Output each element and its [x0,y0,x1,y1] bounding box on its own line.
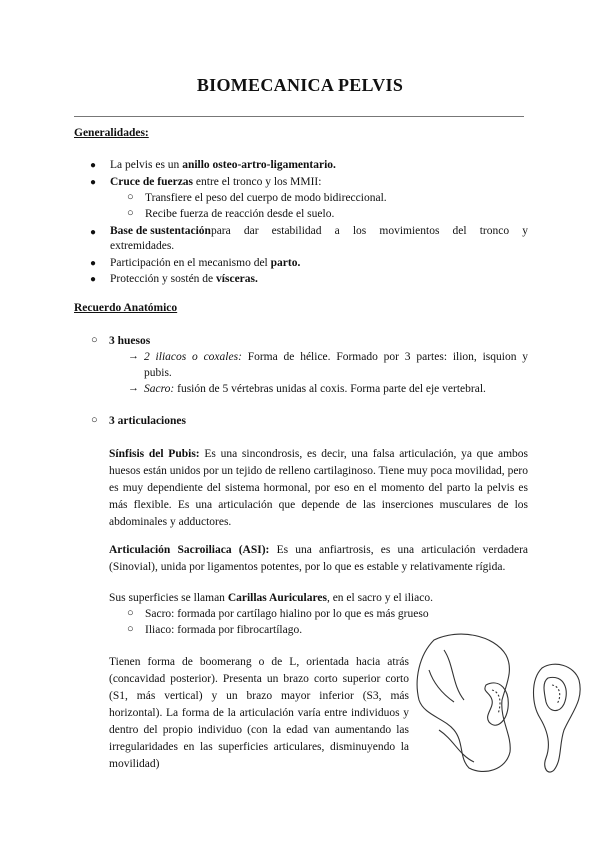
list-item: La pelvis es un anillo osteo-artro-ligamentario. [110,159,336,171]
carilla-item: Sacro: formada por cartílago hialino por lo que es más grueso [145,608,429,620]
sub-list-item: Transfiere el peso del cuerpo de modo bidireccional. [145,192,387,204]
list-item: Participación en el mecanismo del parto. [110,257,301,269]
heading-recuerdo-anatomico: Recuerdo Anatómico [74,302,178,314]
auricular-surface-iliac [485,683,508,725]
list-item: Base de sustentación para dar estabilidad a los movimientos del tronco y [110,225,528,237]
page-title: BIOMECANICA PELVIS [196,75,404,95]
bullet-icon: ● [90,258,97,269]
asi-paragraph: Articulación Sacroiliaca (ASI): Es una anfiartrosis, es una articulación verdadera (Sinovial), unida por ligamentos potentes, por lo que es estable y relativamente rígida. [109,544,529,573]
auricular-surface-sacrum [544,677,566,710]
articulaciones-label: 3 articulaciones [109,415,186,427]
bullet-icon: ● [90,274,97,285]
list-item: Cruce de fuerzas entre el tronco y los MMII: [110,176,322,188]
arrow-right-icon: → [128,350,139,362]
hueso-item-continuation: pubis. [144,367,172,379]
title-divider [74,116,524,117]
hueso-item: 2 iliacos o coxales: Forma de hélice. Formado por 3 partes: ilion, isquion y [144,351,528,363]
forma-paragraph: Tienen forma de boomerang o de L, orientada hacia atrás (concavidad posterior). Presenta un brazo corto superior corto (S1, más vertical) y un brazo mayor inferior (S3, más horizontal). La forma de la articulación varía entre individuos y dentro del propio individuo (con la edad van aumentando las irregularidades en las superficies articulares, disminuyendo la movilidad) [109,656,409,770]
bullet-icon: ● [90,177,97,188]
list-item-continuation: extremidades. [110,240,175,252]
bullet-icon: ● [90,160,97,171]
arrow-right-icon: → [128,382,139,394]
list-item: Protección y sostén de vísceras. [110,273,258,285]
sacrum-outline [534,664,581,772]
circle-bullet-icon: ○ [127,207,134,219]
carilla-item: Iliaco: formada por fibrocartílago. [145,624,303,636]
heading-generalidades: Generalidades: [74,127,149,139]
superficies-line: Sus superficies se llaman Carillas Auriculares, en el sacro y el iliaco. [109,592,433,604]
sub-list-item: Recibe fuerza de reacción desde el suelo. [145,208,335,220]
sinfisis-paragraph: Sínfisis del Pubis: Es una sincondrosis, es decir, una falsa articulación, ya que ambos huesos están unidos por un tejido de relleno cartilaginoso. Tiene muy poca movilidad, pero es muy dependiente del sistema hormonal, por eso en el momento del parto la pelvis es más flexible. Es una articulación que depende de las inserciones musculares de los abdominales y adductores. [109,448,529,528]
iliac-bone-outline [417,634,510,771]
huesos-label: 3 huesos [109,335,151,347]
pelvis-bones-illustration [414,630,589,780]
circle-bullet-icon: ○ [127,623,134,635]
bullet-icon: ● [90,227,97,238]
circle-bullet-icon: ○ [127,191,134,203]
circle-bullet-icon: ○ [91,334,98,346]
circle-bullet-icon: ○ [127,607,134,619]
hueso-item: Sacro: fusión de 5 vértebras unidas al coxis. Forma parte del eje vertebral. [144,383,486,395]
circle-bullet-icon: ○ [91,414,98,426]
